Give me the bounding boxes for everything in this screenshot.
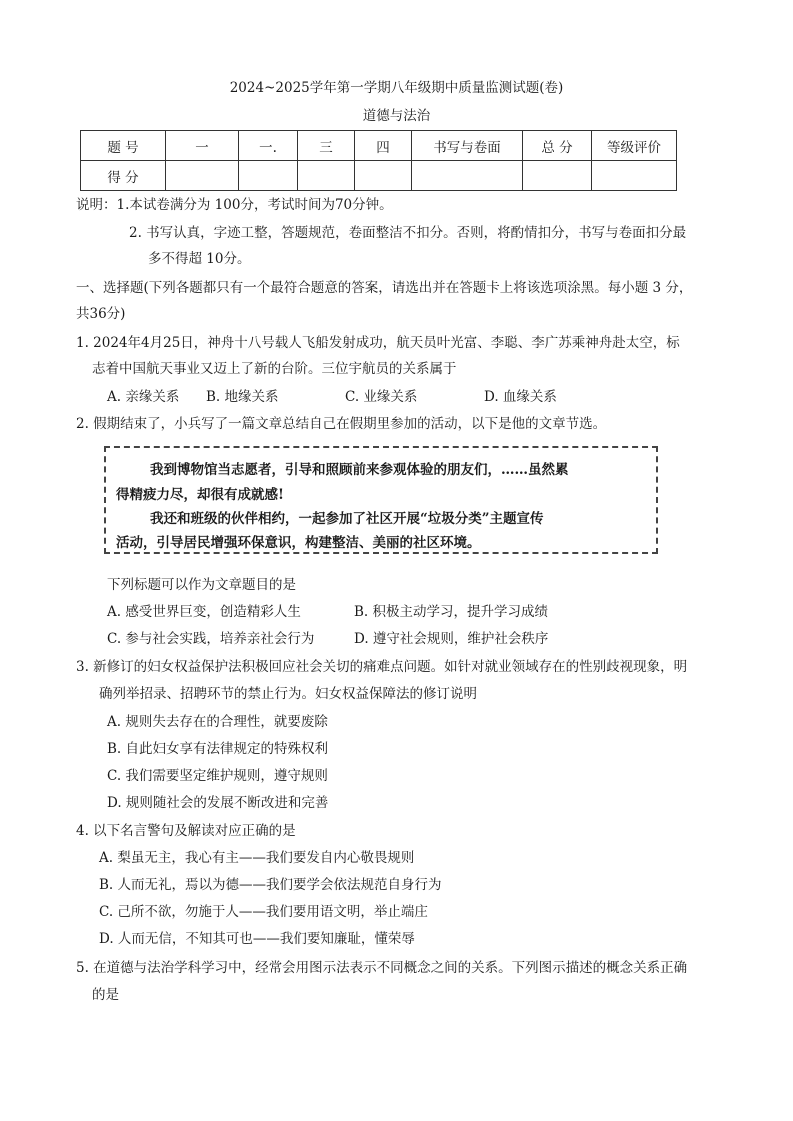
answer-option[interactable]: C. 己所不欲，勿施于人——我们要用语文明，举止端庄 <box>99 904 428 920</box>
table-cell: 一 <box>166 131 239 161</box>
excerpt-line: 我到博物馆当志愿者，引导和照顾前来参观体验的朋友们，……虽然累 <box>150 462 569 478</box>
question-stem: 下列标题可以作为文章题目的是 <box>107 577 296 593</box>
table-cell: 四 <box>355 131 412 161</box>
excerpt-line: 活动，引导居民增强环保意识，构建整洁、美丽的社区环境。 <box>116 535 481 551</box>
section-heading: 一、选择题(下列各题都只有一个最符合题意的答案，请选出并在答题卡上将该选项涂黑。每小题 3 分， <box>76 280 693 296</box>
score-table-score-row <box>81 161 677 191</box>
table-cell: 三 <box>298 131 355 161</box>
question-stem: 3. 新修订的妇女权益保护法积极回应社会关切的痛难点问题。如针对就业领域存在的性别歧视现象，明 <box>76 659 688 675</box>
answer-option[interactable]: A. 亲缘关系 <box>107 389 180 405</box>
answer-option[interactable]: B. 地缘关系 <box>206 389 279 405</box>
score-input-cell[interactable] <box>355 161 412 191</box>
question-stem: 5. 在道德与法治学科学习中，经常会用图示法表示不同概念之间的关系。下列图示描述的概念关系正确 <box>76 960 688 976</box>
answer-option[interactable]: C. 业缘关系 <box>345 389 418 405</box>
score-input-cell[interactable] <box>166 161 239 191</box>
score-input-cell[interactable] <box>239 161 298 191</box>
instructions-line: 说明：1.本试卷满分为 100分，考试时间为70分钟。 <box>76 197 393 213</box>
excerpt-line: 我还和班级的伙伴相约，一起参加了社区开展“垃圾分类”主题宣传 <box>150 511 544 527</box>
answer-option[interactable]: B. 人而无礼，焉以为德——我们要学会依法规范自身行为 <box>99 877 442 893</box>
answer-option[interactable]: C. 参与社会实践，培养亲社会行为 <box>107 631 315 647</box>
question-stem: 1. 2024年4月25日，神舟十八号载人飞船发射成功，航天员叶光富、李聪、李广苏乘神舟赴太空，标 <box>76 335 680 351</box>
answer-option[interactable]: C. 我们需要坚定维护规则，遵守规则 <box>107 768 328 784</box>
instructions-line: 多不得超 10分。 <box>148 251 251 267</box>
subject-title: 道德与法治 <box>362 108 431 124</box>
table-cell: 题 号 <box>81 131 166 161</box>
question-stem: 志着中国航天事业又迈上了新的台阶。三位宇航员的关系属于 <box>92 361 457 377</box>
exam-title: 2024~2025学年第一学期八年级期中质量监测试题(卷) <box>229 80 564 96</box>
answer-option[interactable]: D. 血缘关系 <box>484 389 557 405</box>
table-cell: 书写与卷面 <box>412 131 523 161</box>
score-input-cell[interactable] <box>523 161 592 191</box>
answer-option[interactable]: D. 遵守社会规则，维护社会秩序 <box>354 631 549 647</box>
instructions-line: 2. 书写认真，字迹工整，答题规范，卷面整洁不扣分。否则，将酌情扣分，书写与卷面扣分最 <box>129 225 687 241</box>
answer-option[interactable]: A. 规则失去存在的合理性，就要废除 <box>107 714 328 730</box>
excerpt-line: 得精疲力尽，却很有成就感! <box>116 487 284 503</box>
question-stem: 的是 <box>92 987 119 1003</box>
score-table-header-row <box>81 131 677 161</box>
answer-option[interactable]: A. 感受世界巨变，创造精彩人生 <box>107 604 301 620</box>
answer-option[interactable]: B. 积极主动学习，提升学习成绩 <box>354 604 549 620</box>
score-input-cell[interactable] <box>592 161 677 191</box>
section-heading: 共36分) <box>76 306 126 322</box>
answer-option[interactable]: D. 规则随社会的发展不断改进和完善 <box>107 795 329 811</box>
answer-option[interactable]: B. 自此妇女享有法律规定的特殊权利 <box>107 741 329 757</box>
score-table <box>80 130 677 191</box>
question-stem: 确列举招录、招聘环节的禁止行为。妇女权益保障法的修订说明 <box>99 686 477 702</box>
table-cell: 总 分 <box>523 131 592 161</box>
answer-option[interactable]: A. 梨虽无主，我心有主——我们要发自内心敬畏规则 <box>99 850 415 866</box>
score-input-cell[interactable] <box>412 161 523 191</box>
table-cell: 等级评价 <box>592 131 677 161</box>
excerpt-box <box>104 446 658 554</box>
table-cell: 一. <box>239 131 298 161</box>
question-stem: 4. 以下名言警句及解读对应正确的是 <box>76 823 296 839</box>
score-input-cell[interactable] <box>298 161 355 191</box>
answer-option[interactable]: D. 人而无信，不知其可也——我们要知廉耻，懂荣辱 <box>99 931 415 947</box>
question-stem: 2. 假期结束了，小兵写了一篇文章总结自己在假期里参加的活动，以下是他的文章节选。 <box>76 416 607 432</box>
table-cell: 得 分 <box>81 161 166 191</box>
